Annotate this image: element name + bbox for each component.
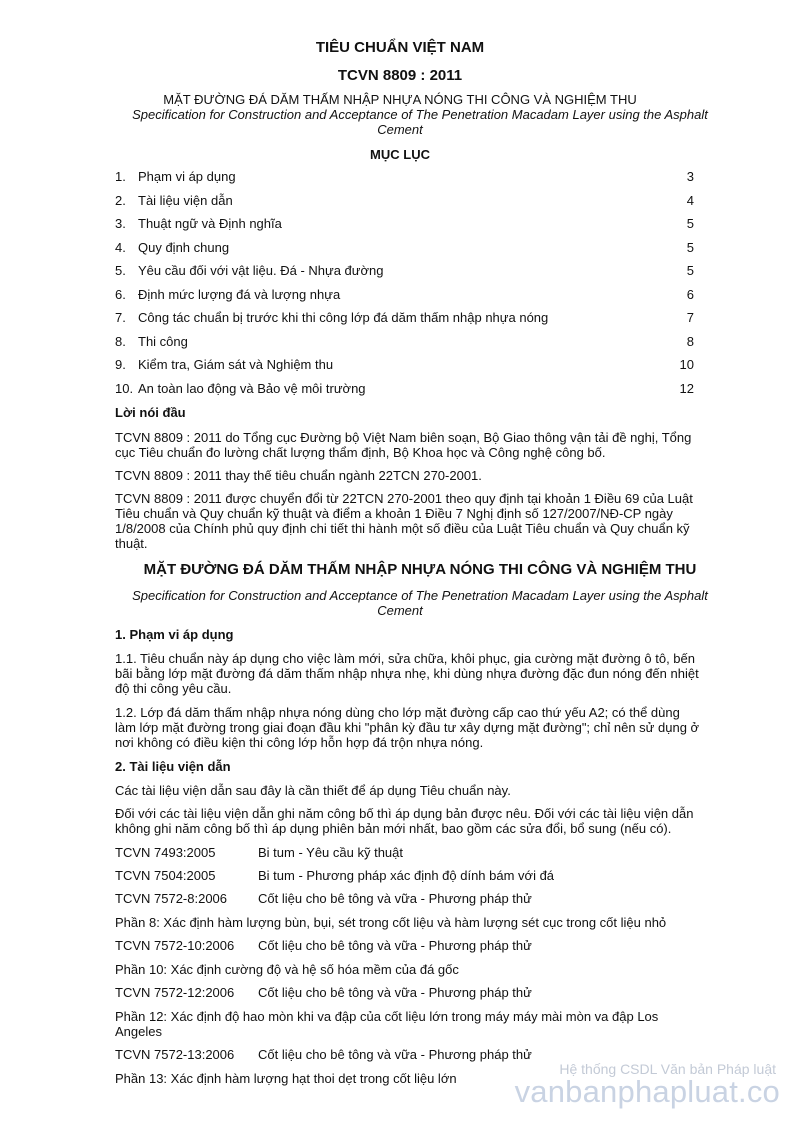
toc-item-label: Kiểm tra, Giám sát và Nghiệm thu [138, 357, 334, 372]
toc-heading: MỤC LỤC [370, 147, 430, 162]
toc-item-page: 5 [686, 216, 694, 231]
toc-item[interactable] [0, 263, 800, 287]
foreword-paragraph: TCVN 8809 : 2011 thay thế tiêu chuẩn ngành 22TCN 270-2001. [115, 468, 482, 483]
foreword-paragraph-line: thuật. [115, 536, 148, 551]
toc-item-number: 9. [115, 357, 126, 372]
reference-code: TCVN 7572-13:2006 [115, 1047, 235, 1062]
reference-part: Angeles [115, 1024, 162, 1039]
reference-description: Cốt liệu cho bê tông và vữa - Phương pháp thử [258, 985, 532, 1000]
standard-code: TCVN 8809 : 2011 [337, 67, 463, 84]
reference-row [0, 845, 800, 865]
toc-item[interactable] [0, 334, 800, 358]
reference-row [0, 938, 800, 958]
toc-item[interactable] [0, 193, 800, 217]
main-subtitle-line1: Specification for Construction and Acceptance of The Penetration Macadam Layer using the Asphalt [132, 588, 708, 603]
reference-description: Bi tum - Yêu cầu kỹ thuật [258, 845, 403, 860]
reference-code: TCVN 7572-10:2006 [115, 938, 235, 953]
reference-part: Phần 10: Xác định cường độ và hệ số hóa mềm của đá gốc [115, 962, 459, 977]
toc-item-label: Yêu cầu đối với vật liệu. Đá - Nhựa đường [138, 263, 384, 278]
reference-code: TCVN 7572-8:2006 [115, 891, 228, 906]
toc-item-number: 2. [115, 193, 126, 208]
toc-item-number: 6. [115, 287, 126, 302]
section-paragraph-line: không ghi năm công bố thì áp dụng phiên bản mới nhất, bao gồm các sửa đổi, bổ sung (nếu có). [115, 821, 672, 836]
section-paragraph-line: bãi bằng lớp mặt đường đá dăm thấm nhập nhựa nhẹ, khi dùng nhựa đường đặc đun nóng đến nhiệt [115, 666, 699, 681]
reference-description: Bi tum - Phương pháp xác định độ dính bám với đá [258, 868, 555, 883]
toc-item-page: 12 [679, 381, 694, 396]
section-paragraph-line: nơi không có điều kiện thi công lớp hỗn hợp đá trộn nhựa nóng. [115, 735, 484, 750]
foreword-paragraph-line: 1/8/2008 của Chính phủ quy định chi tiết thi hành một số điều của Luật Tiêu chuẩn và Quy chuẩn kỹ [115, 521, 690, 536]
reference-description: Cốt liệu cho bê tông và vữa - Phương pháp thử [258, 938, 532, 953]
section-heading: 1. Phạm vi áp dụng [115, 627, 234, 642]
reference-code: TCVN 7572-12:2006 [115, 985, 235, 1000]
foreword-paragraph-line: cục Tiêu chuẩn đo lường chất lượng thẩm định, Bộ Khoa học và Công nghệ công bố. [115, 445, 606, 460]
toc-item[interactable] [0, 169, 800, 193]
toc-item-label: Tài liệu viện dẫn [138, 193, 233, 208]
toc-item[interactable] [0, 381, 800, 405]
toc-item-page: 8 [686, 334, 694, 349]
reference-part: Phần 12: Xác định độ hao mòn khi va đập của cốt liệu lớn trong máy máy mài mòn va đập Los [115, 1009, 659, 1024]
reference-part: Phần 8: Xác định hàm lượng bùn, bụi, sét trong cốt liệu và hàm lượng sét cục trong cốt liệu nhỏ [115, 915, 667, 930]
toc-item-page: 5 [686, 263, 694, 278]
toc-item[interactable] [0, 240, 800, 264]
title-en-line2: Cement [377, 122, 423, 137]
section-paragraph-line: 1.1. Tiêu chuẩn này áp dụng cho việc làm mới, sửa chữa, khôi phục, gia cường mặt đường ô tô, bến [115, 651, 695, 666]
toc-item-page: 4 [686, 193, 694, 208]
title-vi: MẶT ĐƯỜNG ĐÁ DĂM THẤM NHẬP NHỰA NÓNG THI CÔNG VÀ NGHIỆM THU [163, 92, 637, 107]
toc-item[interactable] [0, 310, 800, 334]
section-paragraph-line: làm lớp mặt đường trong giai đoạn đầu khi "phân kỳ đầu tư xây dựng mặt đường"; chỉ nên sử dụng ở [115, 720, 700, 735]
toc-item-page: 6 [686, 287, 694, 302]
foreword-paragraph-line: TCVN 8809 : 2011 do Tổng cục Đường bộ Việt Nam biên soạn, Bộ Giao thông vận tải đề nghị, Tổng [115, 430, 692, 445]
foreword-heading: Lời nói đầu [115, 405, 186, 420]
reference-row [0, 868, 800, 888]
main-subtitle-line2: Cement [377, 603, 423, 618]
toc-item-number: 5. [115, 263, 126, 278]
reference-row [0, 985, 800, 1005]
toc-item-page: 10 [679, 357, 694, 372]
section-paragraph-line: Đối với các tài liệu viện dẫn ghi năm công bố thì áp dụng bản được nêu. Đối với các tài liệu viện dẫn [115, 806, 694, 821]
section-paragraph-line: 1.2. Lớp đá dăm thấm nhập nhựa nóng dùng cho lớp mặt đường cấp cao thứ yếu A2; có thể dùng [115, 705, 680, 720]
title-en-line1: Specification for Construction and Acceptance of The Penetration Macadam Layer using the Asphalt [132, 107, 708, 122]
reference-description: Cốt liệu cho bê tông và vữa - Phương pháp thử [258, 1047, 532, 1062]
toc-item-label: Phạm vi áp dụng [138, 169, 236, 184]
toc-item-page: 3 [686, 169, 694, 184]
toc-item-number: 3. [115, 216, 126, 231]
toc-item-label: Quy định chung [138, 240, 230, 255]
toc-item-label: An toàn lao động và Bảo vệ môi trường [138, 381, 366, 396]
toc-item-page: 7 [686, 310, 694, 325]
toc-item-number: 8. [115, 334, 126, 349]
toc-item-label: Công tác chuẩn bị trước khi thi công lớp đá dăm thấm nhập nhựa nóng [138, 310, 549, 325]
toc-item-label: Thuật ngữ và Định nghĩa [138, 216, 282, 231]
main-title: MẶT ĐƯỜNG ĐÁ DĂM THẤM NHẬP NHỰA NÓNG THI CÔNG VÀ NGHIỆM THU [143, 561, 697, 578]
reference-code: TCVN 7504:2005 [115, 868, 216, 883]
toc-item[interactable] [0, 357, 800, 381]
toc-item-label: Định mức lượng đá và lượng nhựa [138, 287, 341, 302]
toc-item-page: 5 [686, 240, 694, 255]
watermark-caption: Hệ thống CSDL Văn bản Pháp luật [559, 1061, 776, 1077]
toc-item-number: 10. [115, 381, 134, 396]
reference-part: Phần 13: Xác định hàm lượng hạt thoi dẹt trong cốt liệu lớn [115, 1071, 457, 1086]
toc-item-number: 4. [115, 240, 126, 255]
section-paragraph-line: độ thi công yêu cầu. [115, 681, 232, 696]
reference-description: Cốt liệu cho bê tông và vữa - Phương pháp thử [258, 891, 532, 906]
toc-item-number: 7. [115, 310, 126, 325]
watermark-site: vanbanphapluat.co [514, 1074, 780, 1109]
reference-code: TCVN 7493:2005 [115, 845, 216, 860]
toc-item-label: Thi công [138, 334, 188, 349]
toc-item[interactable] [0, 216, 800, 240]
reference-row [0, 891, 800, 911]
toc-item[interactable] [0, 287, 800, 311]
foreword-paragraph-line: TCVN 8809 : 2011 được chuyển đổi từ 22TCN 270-2001 theo quy định tại khoản 1 Điều 69 của Luật [115, 491, 693, 506]
toc-item-number: 1. [115, 169, 126, 184]
section-paragraph: Các tài liệu viện dẫn sau đây là cần thiết để áp dụng Tiêu chuẩn này. [115, 783, 511, 798]
standard-name: TIÊU CHUẨN VIỆT NAM [315, 39, 485, 56]
foreword-paragraph-line: Tiêu chuẩn và Quy chuẩn kỹ thuật và điểm a khoản 1 Điều 7 Nghị định số 127/2007/NĐ-CP ngày [115, 506, 673, 521]
section-heading: 2. Tài liệu viện dẫn [115, 759, 231, 774]
